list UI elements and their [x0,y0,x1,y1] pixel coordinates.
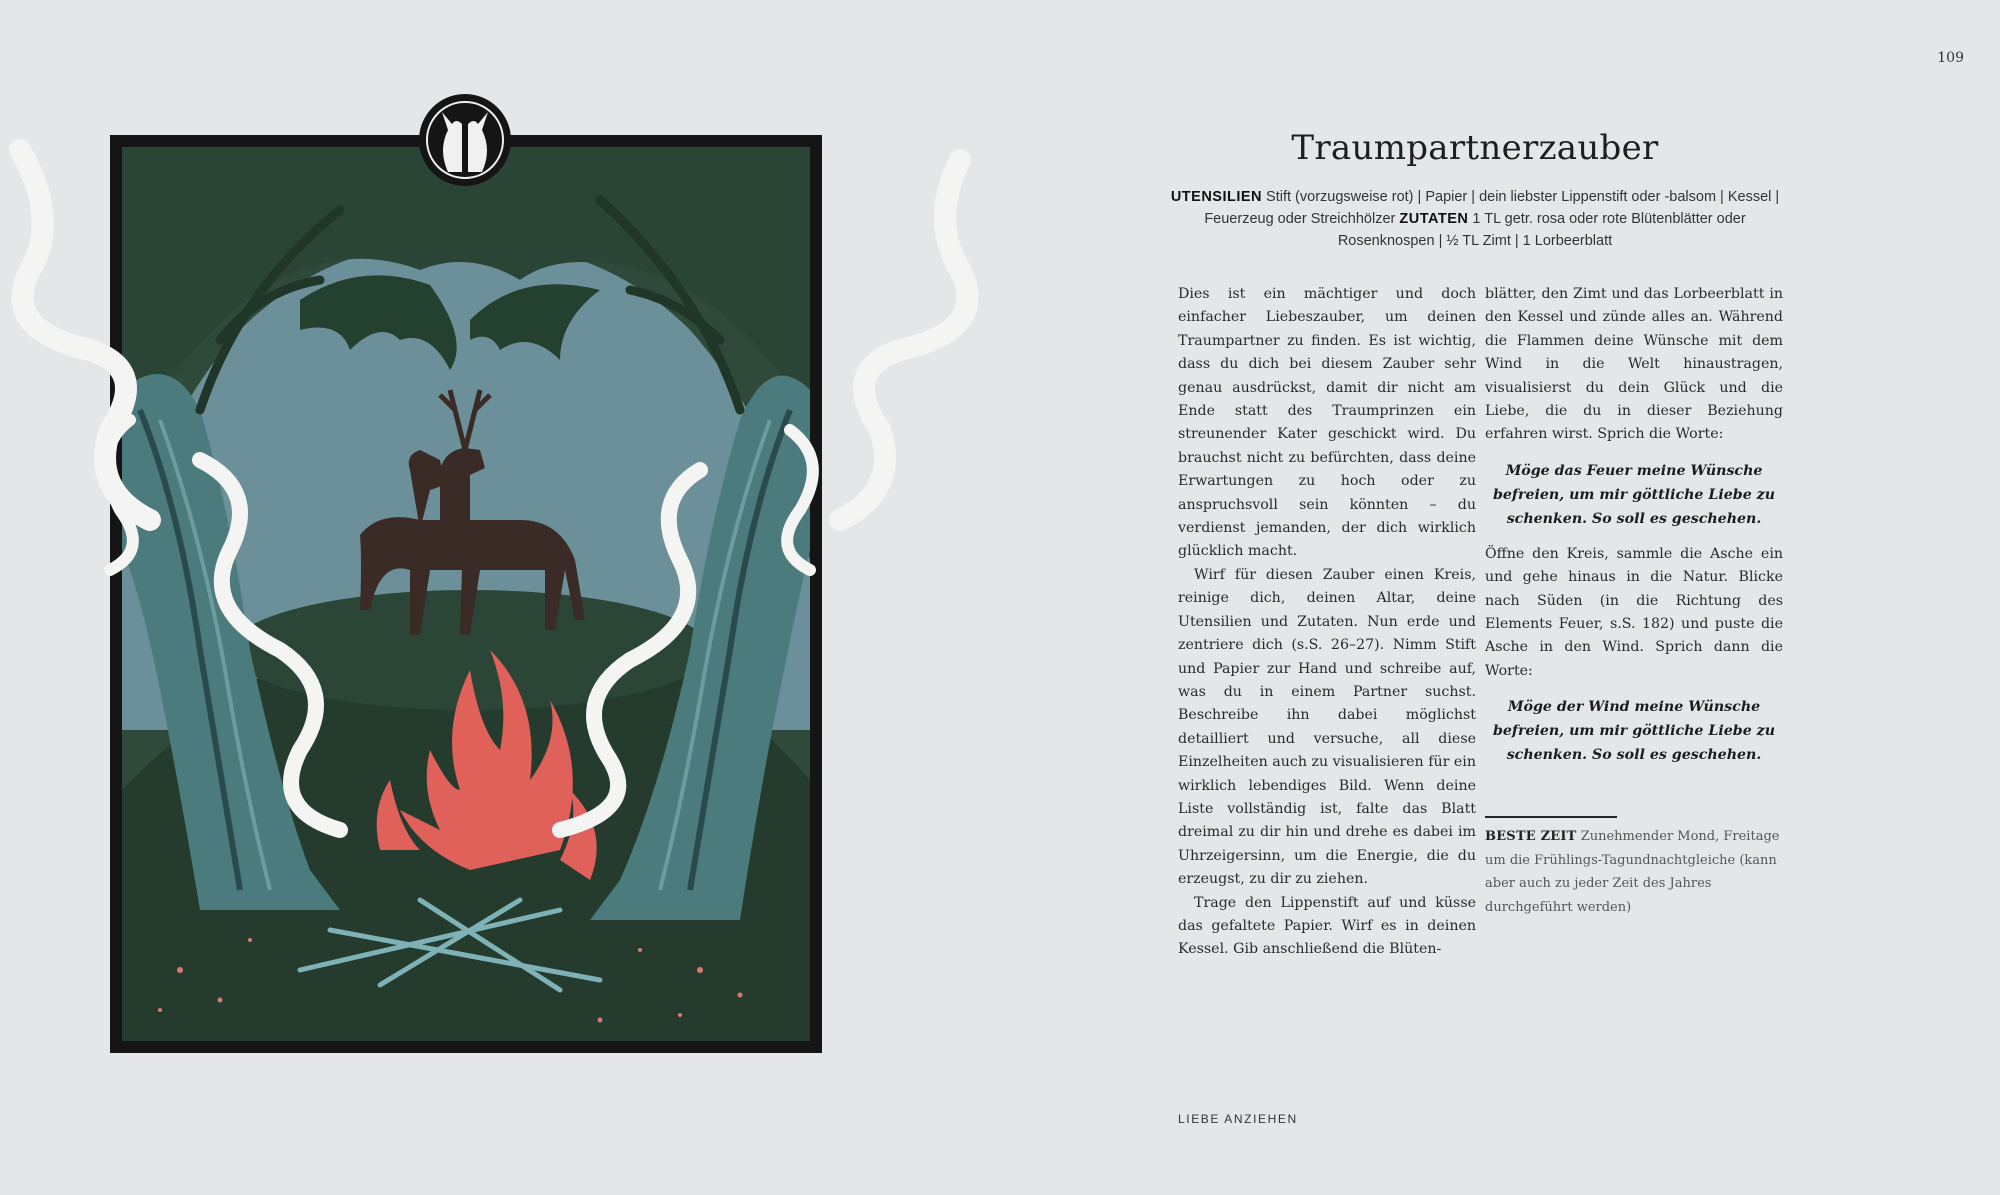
body-column-right [1485,283,1783,779]
incantation: Möge das Feuer meine Wünsche befreien, um mir göttliche Liebe zu schenken. So soll es geschehen. [1492,462,1776,527]
paragraph: Dies ist ein mächtiger und doch einfacher Liebeszauber, um deinen Traumpartner zu finden. Es ist wichtig, dass du dich bei diesem Zauber sehr genau ausdrückst, damit dir nicht am Ende statt des Traumprinzen ein streunender Kater geschickt wird. Du brauchst nicht zu befürchten, dass deine Erwartungen zu hoch oder zu anspruchsvoll sein könnten – du verdienst jemanden, der dich wirklich glücklich macht. [1178,286,1476,560]
page-title: Traumpartnerzauber [1291,128,1659,168]
materials-list [1170,186,1780,252]
paragraph: blätter, den Zimt und das Lorbeerblatt in den Kessel und zünde alles an. Während die Flammen deine Wünsche mit dem Wind in die Welt hinaustragen, visualisierst du dein Glück und die Liebe, die du in dieser Beziehung erfahren wirst. Sprich die Worte: [1485,286,1783,443]
utensils-text: Stift (vorzugsweise rot) | Papier | dein liebster Lippenstift oder -balsom | Kessel | Feuerzeug oder Streichhölzer [1204,189,1780,227]
paragraph: Öffne den Kreis, sammle die Asche ein und gehe hinaus in die Natur. Blicke nach Süden (in die Richtung des Elements Feuer, s.S. 182) und puste die Asche in den Wind. Sprich dann die Worte: [1485,545,1783,679]
ingredients-label: ZUTATEN [1399,211,1469,227]
paragraph: Wirf für diesen Zauber einen Kreis, reinige dich, deinen Altar, deine Utensilien und Zutaten. Nun erde und zentriere dich (s.S. 26–27). Nimm Stift und Papier zur Hand und schreibe auf, was du in einem Partner suchst. Beschreibe ihn dabei möglichst detailliert und versuche, all diese Einzelheiten auch zu visualisieren für ein wirklich lebendiges Bild. Wenn deine Liste vollständig ist, falte das Blatt dreimal zu dir hin und drehe es dabei im Uhrzeigersinn, um die Energie, die du erzeugst, zu dir zu ziehen. [1178,566,1476,888]
illustration-deer-fire [0,90,980,1070]
chapter-footer: LIEBE ANZIEHEN [1178,1112,1298,1126]
incantation: Möge der Wind meine Wünsche befreien, um mir göttliche Liebe zu schenken. So soll es geschehen. [1492,699,1776,764]
best-time-label: BESTE ZEIT [1485,829,1577,844]
divider [1485,816,1617,818]
rabbit-emblem-icon [419,94,511,186]
utensils-label: UTENSILIEN [1170,189,1263,205]
best-time-note [1485,825,1785,919]
body-column-left [1178,283,1476,962]
fraction: ½ [1446,233,1459,249]
paragraph: Trage den Lippenstift auf und küsse das gefaltete Papier. Wirf es in deinen Kessel. Gib anschließend die Blüten- [1178,894,1476,958]
best-time-text: Zunehmender Mond, Freitage um die Frühlings-Tagundnachtgleiche (kann aber auch zu jeder Zeit des Jahres durchgeführt werden) [1485,829,1780,915]
page-number: 109 [1937,50,1964,66]
ingredients-text: 1 TL getr. rosa oder rote Blütenblätter oder Rosenknospen | ½ TL Zimt | 1 Lorbeerblatt [1337,211,1746,249]
